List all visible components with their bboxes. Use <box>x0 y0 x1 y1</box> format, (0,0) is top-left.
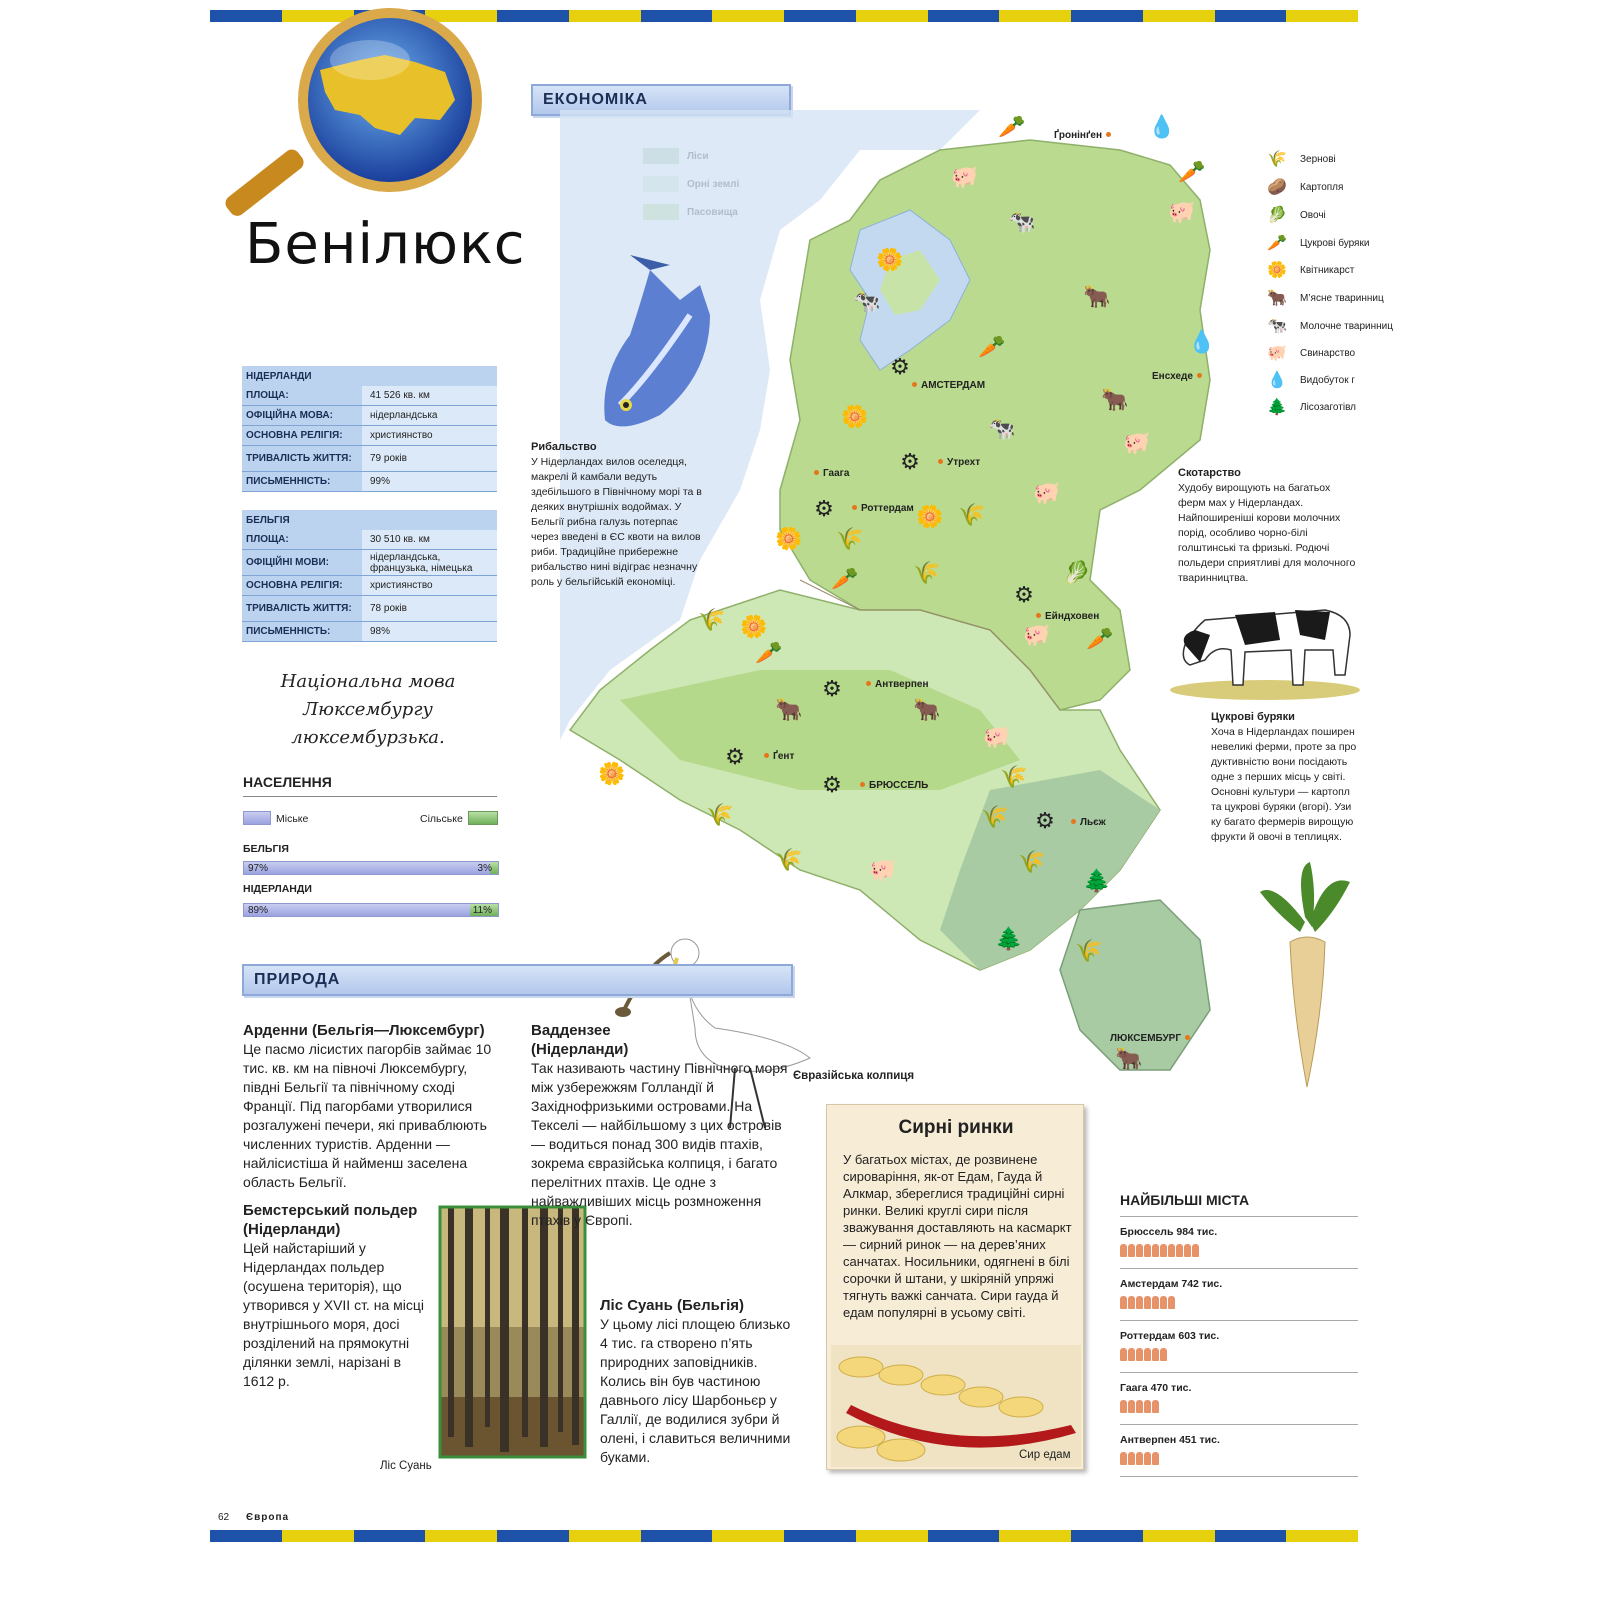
wheat-icon: 🌾 <box>1018 849 1046 874</box>
person-icon <box>1136 1400 1143 1413</box>
pig-icon: 🐖 <box>1168 199 1196 224</box>
city-name: БРЮССЕЛЬ <box>869 780 929 791</box>
flower-icon: 🌼 <box>775 526 803 551</box>
table-value: 98% <box>362 622 497 641</box>
section-name: Європа <box>246 1512 290 1523</box>
legend-label: Лісозаготівл <box>1300 401 1356 413</box>
table-value: 41 526 кв. км <box>362 386 497 405</box>
beef-cattle-icon: 🐂 <box>1083 284 1111 309</box>
wheat-icon: 🌾 <box>1075 938 1103 963</box>
city-name: Ґент <box>773 751 795 762</box>
city-population-label: Антверпен 451 тис. <box>1120 1434 1220 1446</box>
wheat-icon: 🌾 <box>706 802 734 827</box>
city-population-label: Брюссель 984 тис. <box>1120 1226 1218 1238</box>
economy-legend-item <box>1264 396 1358 418</box>
economy-legend-item <box>1264 232 1370 254</box>
wadden-title: Ваддензее (Нідерланди) <box>531 1022 629 1058</box>
table-row <box>242 406 497 426</box>
economy-heading: ЕКОНОМІКА <box>531 84 791 116</box>
city-name: Антверпен <box>875 679 929 690</box>
person-icon <box>1152 1400 1159 1413</box>
legend-label: Свинарство <box>1300 347 1356 359</box>
pig-icon: 🐖 <box>983 724 1011 749</box>
oil-drop-icon: 💧 <box>1148 114 1176 139</box>
city-population-row <box>1120 1320 1358 1361</box>
wadden-text: Так називають частину Північного моря між узбережжям Голландії й Західнофризькими островами. На Текселі — найбільшому з цих островів — водиться понад 300 видів птахів, зокрема євразійська колпиця, і багато перелітних птахів. Це одне з найважливіших місць розмноження птахів у Європі. <box>531 1060 788 1228</box>
city-dot-icon <box>1106 132 1111 137</box>
ardennes-text: Це пасмо лісистих пагорбів займає 10 тис. кв. км на півночі Люксембургу, півдні Бельгії та північному сході Франції. Під пагорбами утворилися розгалужені печери, які приваблюють численних туристів. Арденни — найлісистіша й найменш заселена область Бельгії. <box>243 1041 492 1190</box>
cattle-caption <box>1178 466 1358 586</box>
urban-share: 97% <box>248 863 269 874</box>
table-value: 79 років <box>362 446 497 471</box>
table-key: ПИСЬМЕННІСТЬ: <box>242 472 362 491</box>
legend-label: Зернові <box>1300 153 1336 165</box>
person-icon <box>1128 1452 1135 1465</box>
sugar-beet-icon: 🥕 <box>978 334 1006 359</box>
table-key: ПЛОЩА: <box>242 530 362 549</box>
table-key: ОСНОВНА РЕЛІГІЯ: <box>242 576 362 595</box>
beemster-block <box>243 1201 428 1391</box>
industry-gear-icon: ⚙ <box>814 496 834 521</box>
table-row <box>242 576 497 596</box>
economy-legend-item <box>1264 259 1358 281</box>
divider <box>1120 1476 1358 1477</box>
wheat-icon: 🌾 <box>913 560 941 585</box>
flower-icon: 🌼 <box>841 404 869 429</box>
industry-gear-icon: ⚙ <box>725 744 745 769</box>
sugar-beet-icon: 🥕 <box>831 566 859 591</box>
legend-label: Молочне тваринниц <box>1300 320 1393 332</box>
industry-gear-icon: ⚙ <box>822 676 842 701</box>
person-icon <box>1160 1296 1167 1309</box>
beef-cattle-icon: 🐂 <box>1101 387 1129 412</box>
person-icon <box>1144 1296 1151 1309</box>
legend-label: Видобуток г <box>1300 374 1355 386</box>
table-head: НІДЕРЛАНДИ <box>242 366 497 386</box>
pig-icon: 🐖 <box>1023 622 1051 647</box>
vegetables-icon: 🥬 <box>1267 206 1287 224</box>
divider <box>243 796 497 797</box>
city-dot-icon <box>866 681 871 686</box>
table-key: ТРИВАЛІСТЬ ЖИТТЯ: <box>242 596 362 621</box>
fishing-title: Рибальство <box>531 441 597 453</box>
person-icon <box>1136 1348 1143 1361</box>
city-name: Ґронінґен <box>1054 130 1103 141</box>
sugar-beet-icon: 🥕 <box>1086 626 1114 651</box>
flower-icon: 🌼 <box>916 504 944 529</box>
city-population-row <box>1120 1372 1358 1413</box>
city-label <box>934 457 980 468</box>
economy-legend-item <box>1264 287 1384 309</box>
city-name: Гаага <box>823 468 850 479</box>
city-label <box>810 468 849 479</box>
spoonbill-caption: Євразійська колпиця <box>793 1070 915 1082</box>
population-country: НІДЕРЛАНДИ <box>243 883 312 895</box>
timber-icon: 🌲 <box>1267 398 1287 416</box>
pig-icon: 🐖 <box>1033 480 1061 505</box>
cheese-title: Сирні ринки <box>898 1117 1014 1138</box>
person-icon <box>1120 1452 1127 1465</box>
economy-legend-item <box>1264 342 1358 364</box>
urban-share: 89% <box>248 905 269 916</box>
person-icon <box>1120 1244 1127 1257</box>
person-icon <box>1160 1348 1167 1361</box>
industry-gear-icon: ⚙ <box>1035 808 1055 833</box>
city-dot-icon <box>1071 819 1076 824</box>
economy-legend-item <box>1264 176 1358 198</box>
person-icon <box>1144 1244 1151 1257</box>
population-pictogram <box>1120 1296 1358 1309</box>
pig-icon: 🐖 <box>1267 344 1287 362</box>
person-icon <box>1192 1244 1199 1257</box>
person-icon <box>1152 1296 1159 1309</box>
population-pictogram <box>1120 1244 1358 1257</box>
city-dot-icon <box>1197 373 1202 378</box>
person-icon <box>1136 1296 1143 1309</box>
sugar-beet-title: Цукрові буряки <box>1211 711 1295 723</box>
population-pictogram <box>1120 1400 1358 1413</box>
table-row <box>242 530 497 550</box>
person-icon <box>1128 1400 1135 1413</box>
vegetables-icon: 🥬 <box>1063 560 1091 585</box>
rural-swatch <box>468 811 498 825</box>
table-key: ОСНОВНА РЕЛІГІЯ: <box>242 426 362 445</box>
table-value: нідерландська, французька, німецька <box>362 550 497 575</box>
person-icon <box>1152 1244 1159 1257</box>
city-label <box>1152 371 1206 382</box>
pig-icon: 🐖 <box>951 164 979 189</box>
economy-legend-item <box>1264 148 1358 170</box>
city-label <box>1032 611 1099 622</box>
legend-label: Цукрові буряки <box>1300 237 1370 249</box>
city-dot-icon <box>938 459 943 464</box>
beemster-title: Бемстерський польдер (Нідерланди) <box>243 1202 418 1238</box>
city-population-label: Роттердам 603 тис. <box>1120 1330 1220 1342</box>
population-pictogram <box>1120 1452 1358 1465</box>
person-icon <box>1128 1348 1135 1361</box>
city-name: Енсхеде <box>1152 371 1193 382</box>
forest-photo <box>440 1207 585 1457</box>
dairy-cattle-icon: 🐄 <box>853 289 881 314</box>
city-dot-icon <box>764 753 769 758</box>
industry-gear-icon: ⚙ <box>822 772 842 797</box>
city-dot-icon <box>852 505 857 510</box>
ardennes-title: Арденни (Бельгія—Люксембург) <box>243 1022 485 1039</box>
rural-share: 11% <box>472 905 492 916</box>
dairy-cattle-icon: 🐄 <box>1267 317 1287 335</box>
flower-icon: 🌼 <box>740 614 768 639</box>
legend-label: М’ясне тваринниц <box>1300 292 1384 304</box>
city-label <box>856 780 928 791</box>
beef-cattle-icon: 🐂 <box>913 697 941 722</box>
person-icon <box>1160 1244 1167 1257</box>
table-value: 99% <box>362 472 497 491</box>
city-label <box>760 751 794 762</box>
sugar-beet-illustration <box>1255 862 1358 1092</box>
wheat-icon: 🌾 <box>836 526 864 551</box>
cheese-markets-box <box>826 1104 1084 1470</box>
person-icon <box>1144 1452 1151 1465</box>
bottom-stripe <box>210 1530 1358 1542</box>
cattle-title: Скотарство <box>1178 467 1241 479</box>
city-dot-icon <box>860 782 865 787</box>
person-icon <box>1144 1348 1151 1361</box>
person-icon <box>1120 1400 1127 1413</box>
person-icon <box>1168 1296 1175 1309</box>
economy-legend-item <box>1264 315 1393 337</box>
dairy-cattle-icon: 🐄 <box>988 416 1016 441</box>
city-label <box>908 380 985 391</box>
urban-swatch <box>243 811 271 825</box>
timber-icon: 🌲 <box>995 926 1023 951</box>
ardennes-block <box>243 1021 493 1192</box>
person-icon <box>1152 1348 1159 1361</box>
person-icon <box>1168 1244 1175 1257</box>
person-icon <box>1152 1452 1159 1465</box>
city-name: АМСТЕРДАМ <box>921 380 986 391</box>
city-dot-icon <box>1036 613 1041 618</box>
fishing-text: У Нідерландах вилов оселедця, макрелі й камбали ведуть здебільшого в Північному морі та в деяких внутрішніх водоймах. У Бельгії рибна галузь потерпає через введені в ЄС квоти на вилов риби. Традиційне прибережне рибальство нині відіграє незначну роль у бельгійській економіці. <box>531 456 702 588</box>
forest-caption: Ліс Суань <box>380 1460 432 1472</box>
person-icon <box>1120 1348 1127 1361</box>
rural-share: 3% <box>477 863 492 874</box>
sugar-beet-icon: 🥕 <box>755 640 783 665</box>
table-head: БЕЛЬГІЯ <box>242 510 497 530</box>
table-row <box>242 550 497 576</box>
table-row <box>242 426 497 446</box>
sugar-beet-caption <box>1211 710 1358 845</box>
herring-fish-icon <box>590 255 750 440</box>
wheat-icon: 🌾 <box>981 804 1009 829</box>
wheat-icon: 🌾 <box>958 502 986 527</box>
flower-icon: 🌼 <box>1267 261 1287 279</box>
sugar-beet-icon: 🥕 <box>1267 234 1287 252</box>
sugar-beet-icon: 🥕 <box>998 114 1026 139</box>
wheat-icon: 🌾 <box>698 607 726 632</box>
page-number: 62 <box>218 1512 230 1523</box>
person-icon <box>1184 1244 1191 1257</box>
beef-cattle-icon: 🐂 <box>775 697 803 722</box>
beemster-text: Цей найстаріший у Нідерландах польдер (осушена територія), що утворився у XVII ст. на місці внутрішнього моря, досі розділений на прямокутні ділянки землі, нарізані в 1612 р. <box>243 1240 424 1389</box>
table-row <box>242 472 497 492</box>
city-dot-icon <box>814 470 819 475</box>
wheat-icon: 🌾 <box>1000 764 1028 789</box>
urban-label: Міське <box>276 813 309 825</box>
city-dot-icon <box>912 382 917 387</box>
person-icon <box>1136 1244 1143 1257</box>
city-name: Роттердам <box>861 503 914 514</box>
netherlands-stats-table <box>242 366 497 492</box>
city-population-label: Гаага 470 тис. <box>1120 1382 1192 1394</box>
economy-legend-item <box>1264 369 1358 391</box>
legend-label: Овочі <box>1300 209 1326 221</box>
fishing-caption <box>531 440 706 590</box>
pig-icon: 🐖 <box>1123 430 1151 455</box>
sonian-block <box>600 1296 794 1467</box>
legend-label: Квітникарст <box>1300 264 1355 276</box>
dairy-cattle-icon: 🐄 <box>1008 209 1036 234</box>
city-label <box>1067 817 1106 828</box>
cattle-text: Худобу вирощують на багатьох ферм мах у Нідерландах. Найпоширеніші корови молочних порід, особливо чорно-білі голштинські та фризькі. Родючі польдери сприятливі для молочного тваринництва. <box>1178 482 1356 584</box>
population-country: БЕЛЬГІЯ <box>243 843 289 855</box>
flower-icon: 🌼 <box>876 247 904 272</box>
table-value: 78 років <box>362 596 497 621</box>
table-key: ОФІЦІЙНІ МОВИ: <box>242 550 362 575</box>
largest-cities-title: НАЙБІЛЬШІ МІСТА <box>1120 1192 1250 1208</box>
cheese-text: У багатьох містах, де розвинене сироваріння, як-от Едам, Гауда й Алкмар, збереглися традиційні сирні ринки. Великі круглі сири після зважування доставляють на касмаркт — сирний ринок — на дерев’яних санчатах. Носильники, одягнені в білі сорочки й штани, у шкіряній упряжі тягнуть важкі санчата. Сири гауда й едам популярні в усьому світі. <box>843 1152 1072 1320</box>
person-icon <box>1144 1400 1151 1413</box>
table-key: ОФІЦІЙНА МОВА: <box>242 406 362 425</box>
wadden-block <box>531 1021 793 1230</box>
city-label <box>862 679 929 690</box>
pig-icon: 🐖 <box>869 857 897 882</box>
table-row <box>242 596 497 622</box>
table-value: нідерландська <box>362 406 497 425</box>
person-icon <box>1120 1296 1127 1309</box>
population-pictogram <box>1120 1348 1358 1361</box>
city-population-row <box>1120 1424 1358 1465</box>
population-bar <box>243 861 499 875</box>
beef-cattle-icon: 🐂 <box>1115 1046 1143 1071</box>
table-value: 30 510 кв. км <box>362 530 497 549</box>
city-population-label: Амстердам 742 тис. <box>1120 1278 1223 1290</box>
city-dot-icon <box>1185 1035 1190 1040</box>
table-key: ПИСЬМЕННІСТЬ: <box>242 622 362 641</box>
city-name: ЛЮКСЕМБУРГ <box>1110 1033 1182 1044</box>
timber-icon: 🌲 <box>1083 868 1111 893</box>
sonian-title: Ліс Суань (Бельгія) <box>600 1297 745 1314</box>
city-name: Утрехт <box>947 457 981 468</box>
table-key: ТРИВАЛІСТЬ ЖИТТЯ: <box>242 446 362 471</box>
industry-gear-icon: ⚙ <box>900 449 920 474</box>
flower-icon: 🌼 <box>598 761 626 786</box>
oil-drop-icon: 💧 <box>1267 371 1287 389</box>
population-bar <box>243 903 499 917</box>
beef-cattle-icon: 🐂 <box>1267 289 1287 307</box>
wheat-icon: 🌾 <box>1267 150 1287 168</box>
city-label <box>1110 1033 1194 1044</box>
city-population-row <box>1120 1216 1358 1257</box>
city-name: Льєж <box>1080 817 1106 828</box>
holstein-cow-icon <box>1165 590 1358 700</box>
industry-gear-icon: ⚙ <box>1014 582 1034 607</box>
person-icon <box>1128 1244 1135 1257</box>
population-title: НАСЕЛЕННЯ <box>243 774 332 790</box>
rural-label: Сільське <box>420 813 463 825</box>
legend-label: Картопля <box>1300 181 1344 193</box>
luxembourg-language-note: Національна мова Люксембургу люксембурзька. <box>280 671 456 748</box>
city-name: Ейндховен <box>1045 611 1100 622</box>
city-label <box>848 503 914 514</box>
city-label <box>1054 130 1115 141</box>
wheat-icon: 🌾 <box>775 847 803 872</box>
nature-heading: ПРИРОДА <box>242 964 793 996</box>
sonian-text: У цьому лісі площею близько 4 тис. га створено п’ять природних заповідників. Колись він був частиною давнього лісу Шарбоньєр у Галлії, де водилися зубри й олені, і славиться величними буками. <box>600 1316 791 1465</box>
oil-drop-icon: 💧 <box>1188 329 1216 354</box>
cheese-caption: Сир едам <box>1019 1449 1071 1461</box>
person-icon <box>1176 1244 1183 1257</box>
table-value: християнство <box>362 576 497 595</box>
table-value: християнство <box>362 426 497 445</box>
economy-legend-item <box>1264 204 1358 226</box>
sugar-beet-icon: 🥕 <box>1178 159 1206 184</box>
person-icon <box>1128 1296 1135 1309</box>
person-icon <box>1136 1452 1143 1465</box>
city-population-row <box>1120 1268 1358 1309</box>
table-row <box>242 622 497 642</box>
table-row <box>242 386 497 406</box>
sugar-beet-text: Хоча в Нідерландах поширен невеликі ферми, проте за про дуктивністю вони посідають одне з перших місць у світі. Основні культури — картопл та цукрові буряки (вгорі). Узи ку багато фермерів вирощую фрукти й овочі в теплицях. <box>1211 726 1357 843</box>
table-row <box>242 446 497 472</box>
table-key: ПЛОЩА: <box>242 386 362 405</box>
industry-gear-icon: ⚙ <box>890 354 910 379</box>
potato-icon: 🥔 <box>1267 178 1287 196</box>
belgium-stats-table <box>242 510 497 642</box>
page-title: Бенілюкс <box>245 212 526 277</box>
